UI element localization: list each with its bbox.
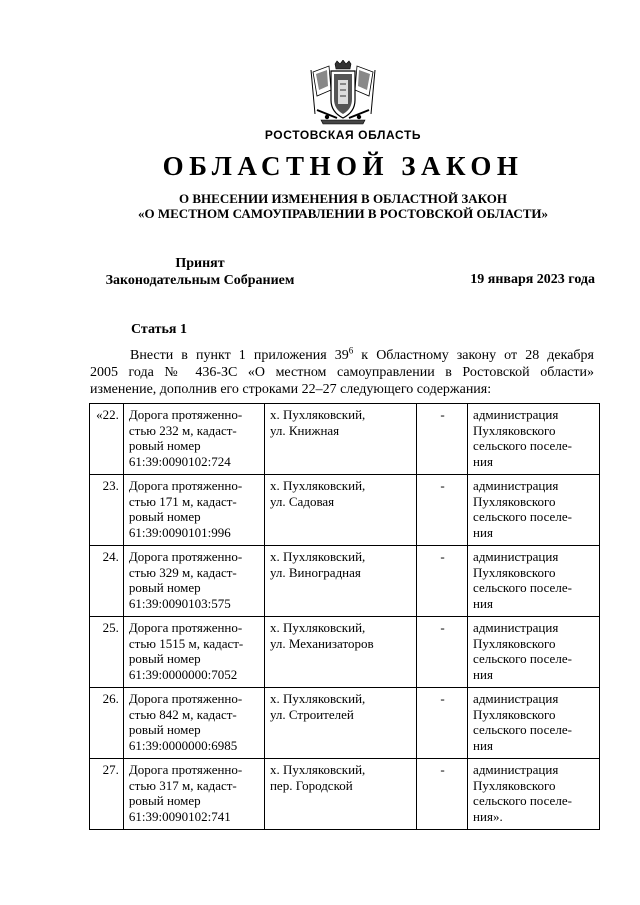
owner-cell bbox=[468, 759, 600, 830]
owner-line: ния bbox=[473, 595, 493, 611]
road-description-line: стью 329 м, кадаст- bbox=[128, 564, 237, 580]
road-address-line: ул. Книжная bbox=[269, 422, 340, 438]
owner-line: администрация bbox=[473, 762, 559, 777]
empty-mark-cell: - bbox=[417, 688, 468, 759]
paragraph-line-2: 2005 года № 436-ЗС «О местном самоуправлении в Ростовской области» bbox=[90, 365, 594, 380]
road-address-line: ул. Механизаторов bbox=[269, 635, 374, 651]
coat-of-arms-icon bbox=[307, 60, 379, 128]
owner-line: администрация bbox=[473, 691, 559, 706]
row-number: 25. bbox=[90, 617, 124, 688]
row-number: 27. bbox=[90, 759, 124, 830]
road-description-line: Дорога протяженно- bbox=[128, 407, 243, 422]
road-address-line: х. Пухляковский, bbox=[269, 691, 366, 706]
owner-line: Пухляковского bbox=[473, 564, 556, 580]
road-address-line: ул. Виноградная bbox=[269, 564, 361, 580]
road-description-line: 61:39:0090101:996 bbox=[128, 524, 231, 540]
road-address-line: х. Пухляковский, bbox=[269, 762, 366, 777]
road-description-line: стью 317 м, кадаст- bbox=[128, 777, 237, 793]
road-description-line: 61:39:0000000:7052 bbox=[128, 666, 238, 682]
road-description-cell bbox=[123, 546, 264, 617]
road-description-line: Дорога протяженно- bbox=[128, 549, 243, 564]
row-number: 24. bbox=[90, 546, 124, 617]
owner-line: ния bbox=[473, 453, 493, 469]
owner-line: Пухляковского bbox=[473, 422, 556, 438]
road-description-line: ровый номер bbox=[128, 793, 201, 808]
adoption-date: 19 января 2023 года bbox=[470, 272, 595, 287]
road-description-line: стью 232 м, кадаст- bbox=[128, 422, 237, 438]
empty-mark-cell: - bbox=[417, 475, 468, 546]
road-address-cell bbox=[264, 617, 416, 688]
road-description-line: стью 842 м, кадаст- bbox=[128, 706, 237, 722]
road-description-cell bbox=[123, 688, 264, 759]
table-row bbox=[90, 546, 600, 617]
road-address-cell bbox=[264, 688, 416, 759]
region-name: РОСТОВСКАЯ ОБЛАСТЬ bbox=[264, 128, 422, 142]
road-address-cell bbox=[264, 759, 416, 830]
owner-cell bbox=[468, 404, 600, 475]
owner-cell bbox=[468, 475, 600, 546]
owner-line: сельского поселе- bbox=[473, 509, 572, 524]
owner-line: сельского поселе- bbox=[473, 722, 572, 737]
document-type-title: ОБЛАСТНОЙ ЗАКОН bbox=[162, 151, 524, 181]
road-description-line: 61:39:0090103:575 bbox=[128, 595, 231, 611]
paragraph-line-1-start: Внести в пункт 1 приложения 39 bbox=[130, 348, 349, 363]
road-description-line: Дорога протяженно- bbox=[128, 478, 243, 493]
roads-table bbox=[89, 403, 600, 830]
empty-mark-cell: - bbox=[417, 617, 468, 688]
road-address-line: х. Пухляковский, bbox=[269, 549, 366, 564]
owner-line: ния bbox=[473, 524, 493, 540]
table-row bbox=[90, 688, 600, 759]
road-description-cell bbox=[123, 404, 264, 475]
road-address-line: х. Пухляковский, bbox=[269, 620, 366, 635]
law-subtitle-line-1: О ВНЕСЕНИИ ИЗМЕНЕНИЯ В ОБЛАСТНОЙ ЗАКОН bbox=[179, 191, 507, 206]
road-address-line: пер. Городской bbox=[269, 777, 353, 793]
owner-line: сельского поселе- bbox=[473, 438, 572, 453]
road-description-cell bbox=[123, 617, 264, 688]
paragraph-line-3: изменение, дополнив его строками 22–27 следующего содержания: bbox=[90, 382, 492, 397]
owner-line: администрация bbox=[473, 478, 559, 493]
road-description-line: ровый номер bbox=[128, 722, 201, 737]
road-address-line: ул. Строителей bbox=[269, 706, 354, 722]
paragraph-line-1 bbox=[90, 347, 594, 364]
road-address-cell bbox=[264, 404, 416, 475]
row-number: «22. bbox=[90, 404, 124, 475]
empty-mark-cell: - bbox=[417, 404, 468, 475]
adoption-line-1: Принят bbox=[175, 256, 225, 271]
road-description-line: ровый номер bbox=[128, 580, 201, 595]
article-paragraph bbox=[90, 347, 594, 398]
road-description-line: ровый номер bbox=[128, 509, 201, 524]
road-address-line: х. Пухляковский, bbox=[269, 407, 366, 422]
table-row bbox=[90, 475, 600, 546]
road-address-line: ул. Садовая bbox=[269, 493, 335, 509]
owner-line: Пухляковского bbox=[473, 493, 556, 509]
owner-line: ния bbox=[473, 737, 493, 753]
owner-line: администрация bbox=[473, 407, 559, 422]
adoption-line-2: Законодательным Собранием bbox=[105, 273, 295, 288]
owner-line: ния». bbox=[473, 808, 503, 824]
road-description-line: ровый номер bbox=[128, 651, 201, 666]
road-description-line: Дорога протяженно- bbox=[128, 691, 243, 706]
owner-line: администрация bbox=[473, 549, 559, 564]
owner-line: Пухляковского bbox=[473, 706, 556, 722]
owner-line: сельского поселе- bbox=[473, 793, 572, 808]
owner-line: сельского поселе- bbox=[473, 580, 572, 595]
row-number: 26. bbox=[90, 688, 124, 759]
road-description-line: стью 1515 м, кадаст- bbox=[128, 635, 244, 651]
road-address-cell bbox=[264, 475, 416, 546]
law-subtitle-line-2: «О МЕСТНОМ САМОУПРАВЛЕНИИ В РОСТОВСКОЙ ОБЛАСТИ» bbox=[138, 206, 548, 221]
road-address-line: х. Пухляковский, bbox=[269, 478, 366, 493]
road-description-cell bbox=[123, 759, 264, 830]
row-number: 23. bbox=[90, 475, 124, 546]
paragraph-superscript: 6 bbox=[348, 345, 354, 356]
owner-cell bbox=[468, 688, 600, 759]
road-address-cell bbox=[264, 546, 416, 617]
empty-mark-cell: - bbox=[417, 546, 468, 617]
adoption-block bbox=[94, 255, 306, 289]
owner-line: ния bbox=[473, 666, 493, 682]
road-description-line: ровый номер bbox=[128, 438, 201, 453]
owner-line: Пухляковского bbox=[473, 777, 556, 793]
owner-line: Пухляковского bbox=[473, 635, 556, 651]
road-description-line: 61:39:0000000:6985 bbox=[128, 737, 238, 753]
road-description-cell bbox=[123, 475, 264, 546]
road-description-line: 61:39:0090102:724 bbox=[128, 453, 231, 469]
paragraph-line-1-end: к Областному закону от 28 декабря bbox=[353, 348, 594, 363]
owner-cell bbox=[468, 546, 600, 617]
road-description-line: 61:39:0090102:741 bbox=[128, 808, 231, 824]
table-row bbox=[90, 617, 600, 688]
owner-line: администрация bbox=[473, 620, 559, 635]
table-row bbox=[90, 759, 600, 830]
owner-cell bbox=[468, 617, 600, 688]
empty-mark-cell: - bbox=[417, 759, 468, 830]
road-description-line: Дорога протяженно- bbox=[128, 620, 243, 635]
owner-line: сельского поселе- bbox=[473, 651, 572, 666]
road-description-line: Дорога протяженно- bbox=[128, 762, 243, 777]
road-description-line: стью 171 м, кадаст- bbox=[128, 493, 237, 509]
article-title: Статья 1 bbox=[131, 322, 187, 337]
table-row bbox=[90, 404, 600, 475]
